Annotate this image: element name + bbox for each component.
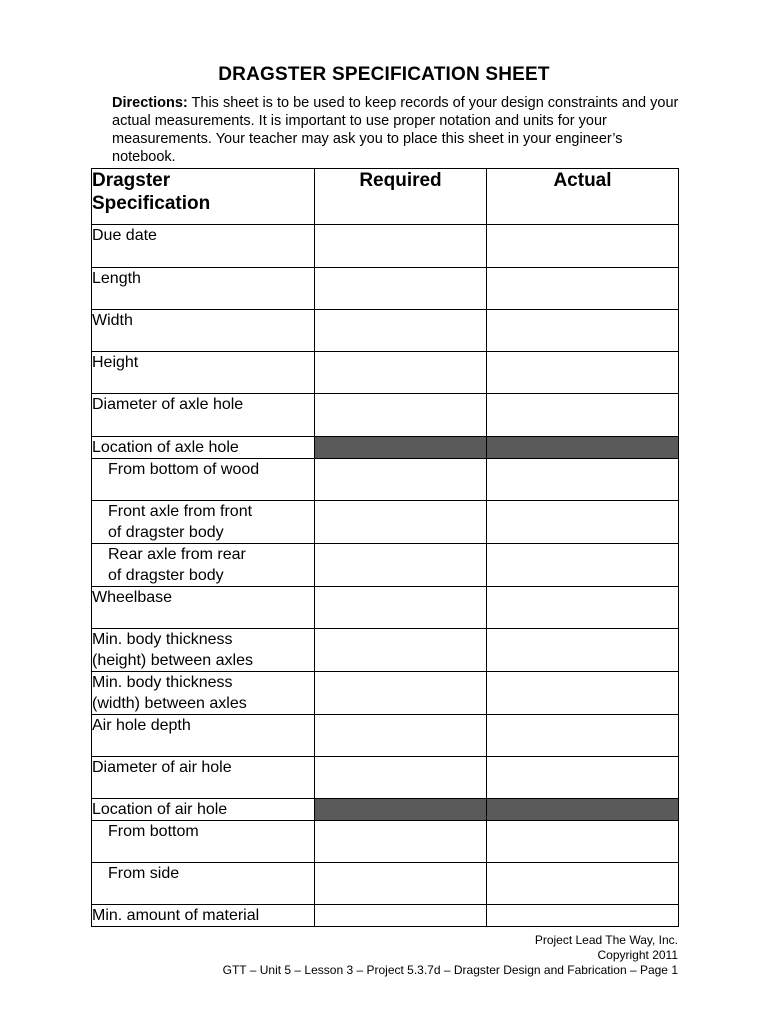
row-label-line1: Front axle from front bbox=[108, 503, 253, 520]
required-cell[interactable] bbox=[315, 310, 487, 352]
footer-course-info: GTT – Unit 5 – Lesson 3 – Project 5.3.7d – Dragster Design and Fabrication – Page 1 bbox=[222, 963, 678, 977]
shaded-cell bbox=[315, 799, 487, 821]
header-actual: Actual bbox=[487, 169, 679, 225]
actual-cell[interactable] bbox=[487, 757, 679, 799]
actual-cell[interactable] bbox=[487, 268, 679, 310]
row-length bbox=[92, 268, 679, 310]
row-label: Location of air hole bbox=[92, 799, 315, 821]
header-specification bbox=[92, 169, 315, 225]
page-title: DRAGSTER SPECIFICATION SHEET bbox=[218, 64, 550, 85]
row-min-thickness-width bbox=[92, 672, 679, 715]
actual-cell[interactable] bbox=[487, 544, 679, 587]
row-label: Due date bbox=[92, 225, 315, 268]
required-cell[interactable] bbox=[315, 394, 487, 437]
row-from-bottom-of-wood bbox=[92, 459, 679, 501]
row-wheelbase bbox=[92, 587, 679, 629]
row-label bbox=[92, 629, 315, 672]
row-label: From bottom bbox=[92, 821, 315, 863]
required-cell[interactable] bbox=[315, 905, 487, 927]
required-cell[interactable] bbox=[315, 587, 487, 629]
table-header-row bbox=[92, 169, 679, 225]
row-label: Width bbox=[92, 310, 315, 352]
actual-cell[interactable] bbox=[487, 394, 679, 437]
footer-copyright: Copyright 2011 bbox=[597, 948, 678, 962]
row-label: Height bbox=[92, 352, 315, 394]
required-cell[interactable] bbox=[315, 821, 487, 863]
row-label: Air hole depth bbox=[92, 715, 315, 757]
row-diameter-axle-hole bbox=[92, 394, 679, 437]
required-cell[interactable] bbox=[315, 863, 487, 905]
directions bbox=[112, 94, 682, 166]
row-min-material bbox=[92, 905, 679, 927]
required-cell[interactable] bbox=[315, 672, 487, 715]
row-label bbox=[92, 501, 315, 544]
shaded-cell bbox=[315, 437, 487, 459]
header-required: Required bbox=[315, 169, 487, 225]
row-height bbox=[92, 352, 679, 394]
row-from-side bbox=[92, 863, 679, 905]
required-cell[interactable] bbox=[315, 225, 487, 268]
required-cell[interactable] bbox=[315, 268, 487, 310]
actual-cell[interactable] bbox=[487, 459, 679, 501]
required-cell[interactable] bbox=[315, 757, 487, 799]
required-cell[interactable] bbox=[315, 459, 487, 501]
row-label: Wheelbase bbox=[92, 587, 315, 629]
row-label-line1: Rear axle from rear bbox=[108, 546, 246, 563]
actual-cell[interactable] bbox=[487, 352, 679, 394]
row-label: Diameter of axle hole bbox=[92, 394, 315, 437]
actual-cell[interactable] bbox=[487, 225, 679, 268]
actual-cell[interactable] bbox=[487, 821, 679, 863]
actual-cell[interactable] bbox=[487, 501, 679, 544]
required-cell[interactable] bbox=[315, 715, 487, 757]
specification-table bbox=[91, 168, 679, 927]
row-width bbox=[92, 310, 679, 352]
row-diameter-air-hole bbox=[92, 757, 679, 799]
header-spec-line1: Dragster bbox=[92, 170, 171, 191]
row-from-bottom bbox=[92, 821, 679, 863]
row-label: Location of axle hole bbox=[92, 437, 315, 459]
row-label: Min. amount of material bbox=[92, 905, 315, 927]
actual-cell[interactable] bbox=[487, 715, 679, 757]
row-due-date bbox=[92, 225, 679, 268]
required-cell[interactable] bbox=[315, 501, 487, 544]
shaded-cell bbox=[487, 437, 679, 459]
directions-label: Directions: bbox=[112, 95, 188, 111]
row-rear-axle bbox=[92, 544, 679, 587]
shaded-cell bbox=[487, 799, 679, 821]
row-location-air-hole bbox=[92, 799, 679, 821]
row-front-axle bbox=[92, 501, 679, 544]
row-label-line1: Min. body thickness bbox=[92, 674, 233, 691]
row-label-line2: (width) between axles bbox=[92, 695, 247, 712]
actual-cell[interactable] bbox=[487, 310, 679, 352]
actual-cell[interactable] bbox=[487, 863, 679, 905]
required-cell[interactable] bbox=[315, 352, 487, 394]
row-label-line2: of dragster body bbox=[108, 524, 224, 541]
row-min-thickness-height bbox=[92, 629, 679, 672]
required-cell[interactable] bbox=[315, 629, 487, 672]
row-label: Length bbox=[92, 268, 315, 310]
footer-organization: Project Lead The Way, Inc. bbox=[534, 933, 678, 947]
actual-cell[interactable] bbox=[487, 672, 679, 715]
header-spec-line2: Specification bbox=[92, 193, 211, 214]
directions-text: This sheet is to be used to keep records of your design constraints and your actual measurements. It is important to use proper notation and units for your measurements. Your teacher may ask you to place this sheet in your engineer’s notebook. bbox=[112, 95, 679, 165]
row-label: From bottom of wood bbox=[92, 459, 315, 501]
row-label-line2: (height) between axles bbox=[92, 652, 253, 669]
actual-cell[interactable] bbox=[487, 629, 679, 672]
actual-cell[interactable] bbox=[487, 587, 679, 629]
row-label bbox=[92, 544, 315, 587]
required-cell[interactable] bbox=[315, 544, 487, 587]
row-label: Diameter of air hole bbox=[92, 757, 315, 799]
row-air-hole-depth bbox=[92, 715, 679, 757]
row-label bbox=[92, 672, 315, 715]
row-location-axle-hole bbox=[92, 437, 679, 459]
page-footer bbox=[223, 933, 678, 978]
row-label-line2: of dragster body bbox=[108, 567, 224, 584]
row-label: From side bbox=[92, 863, 315, 905]
row-label-line1: Min. body thickness bbox=[92, 631, 233, 648]
actual-cell[interactable] bbox=[487, 905, 679, 927]
